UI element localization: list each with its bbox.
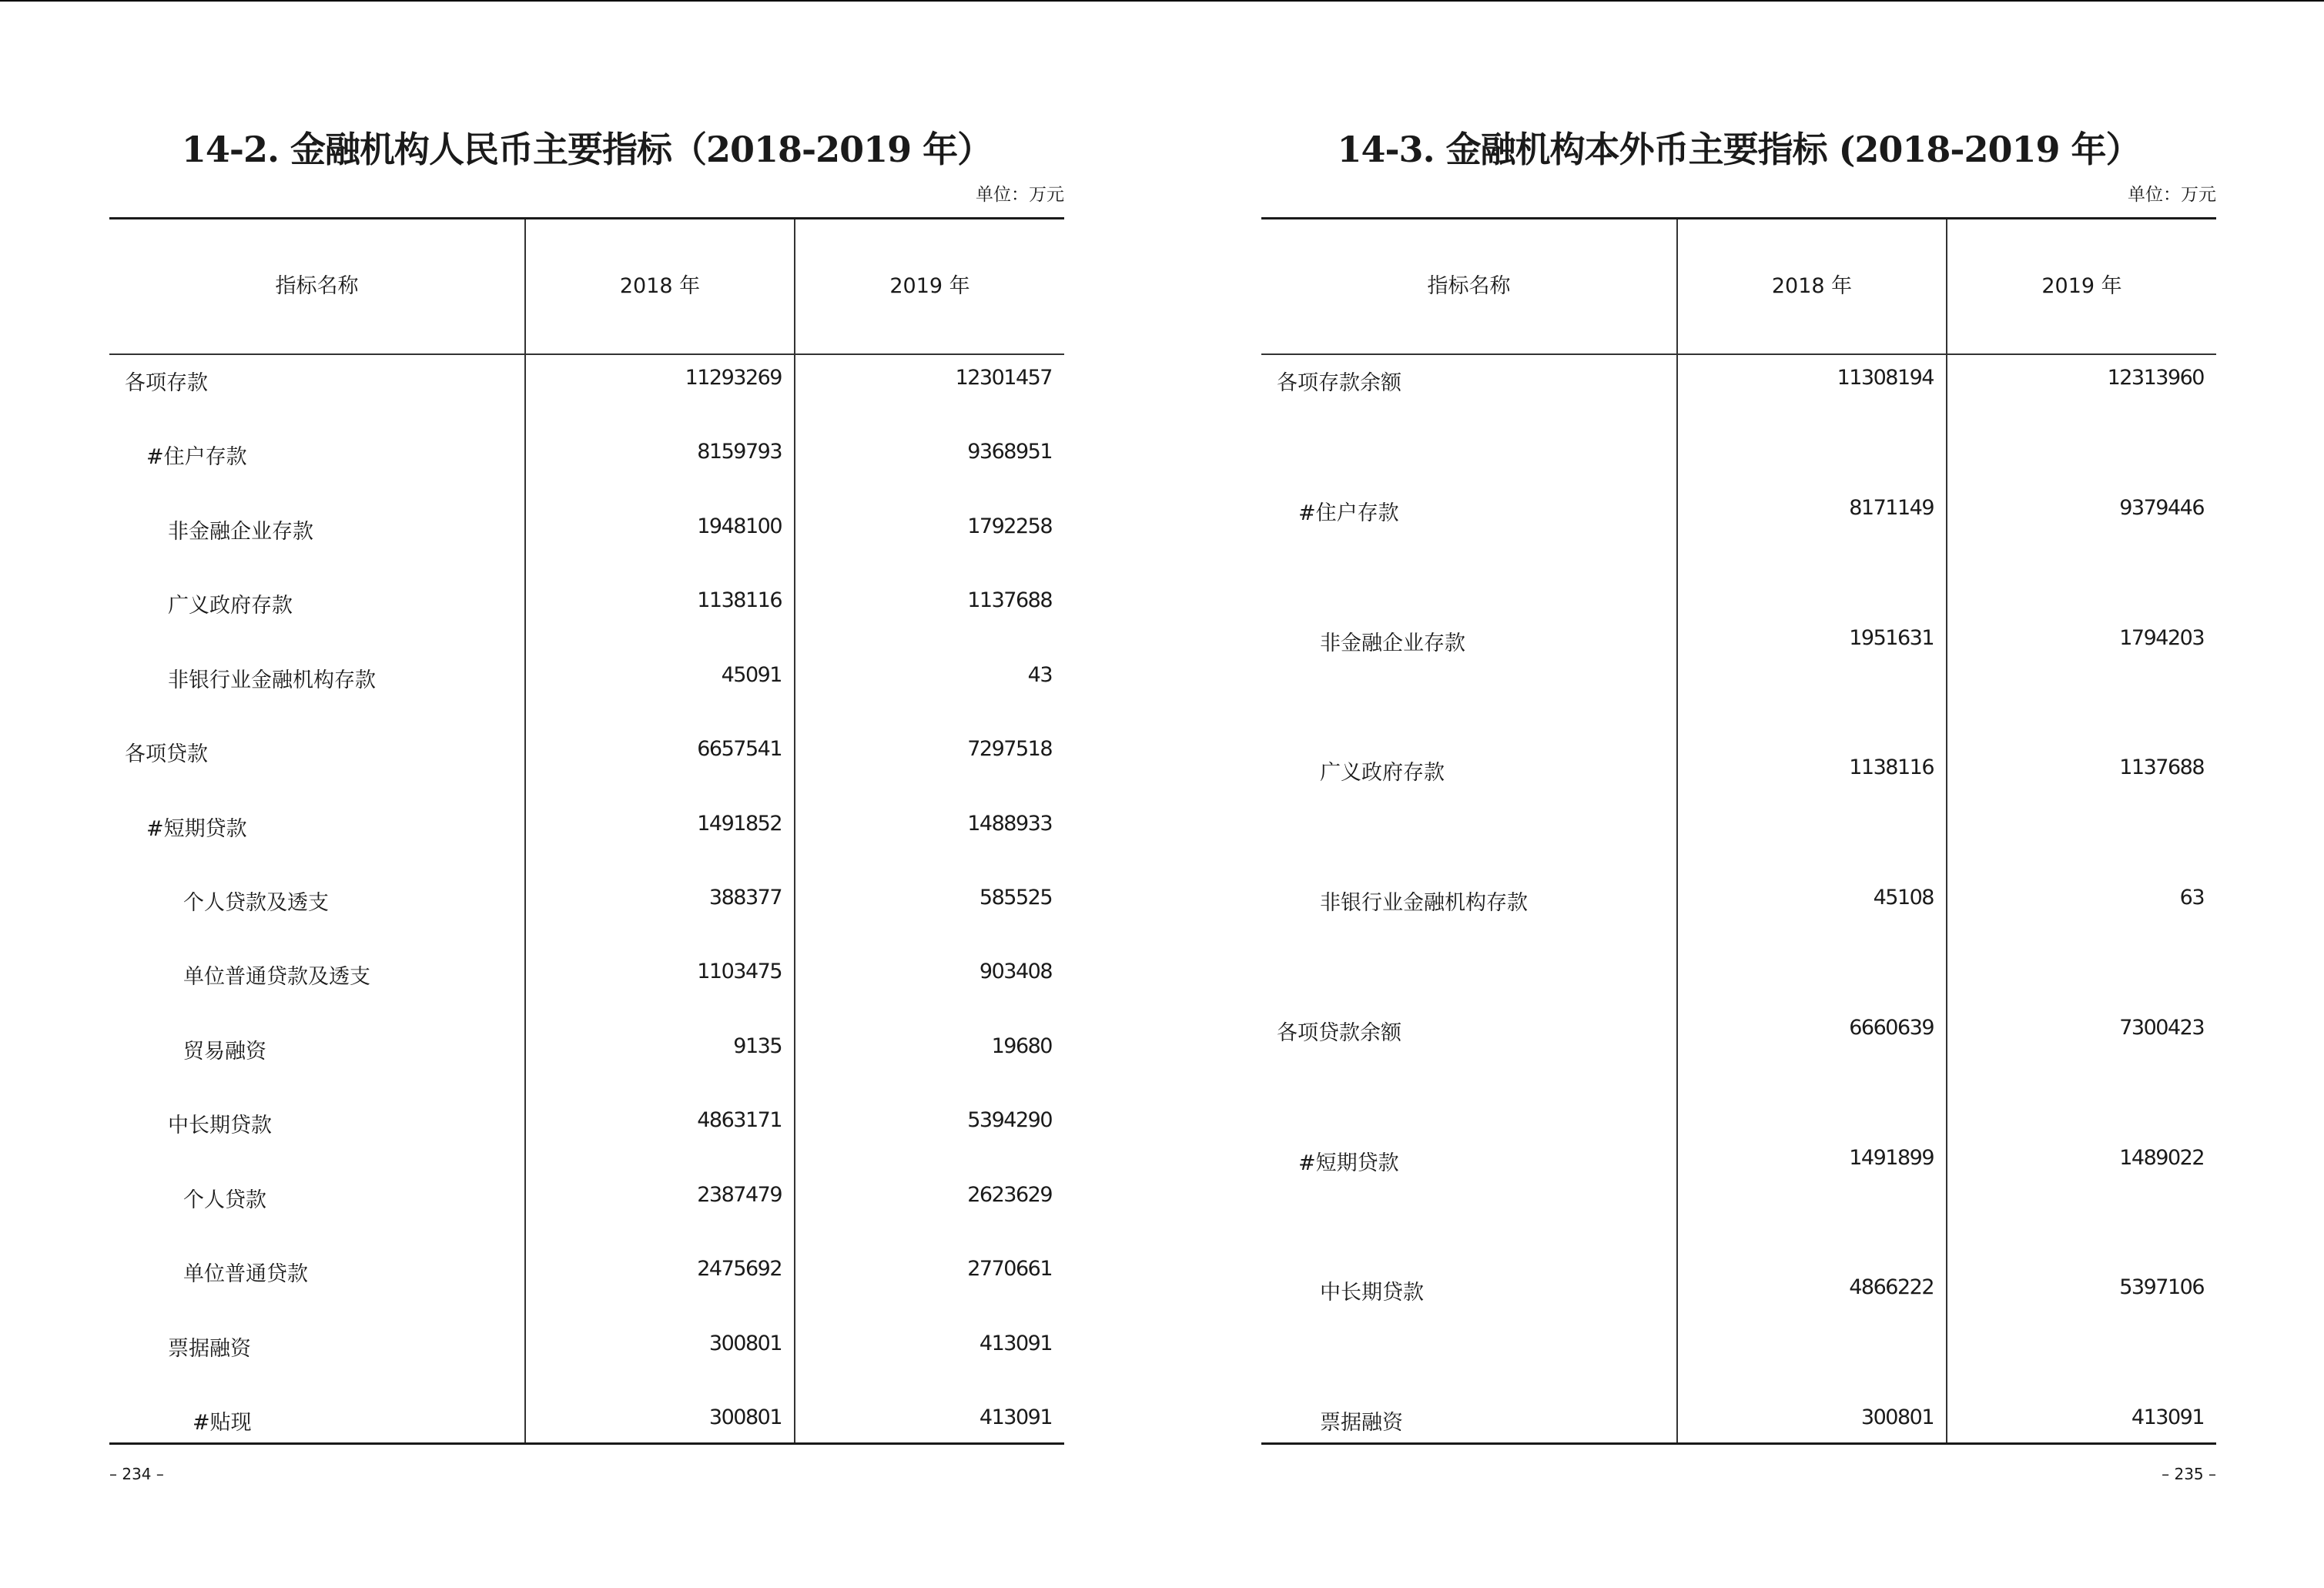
indicator-name: 各项存款余额 [1277,371,1401,395]
header-year-2019: 2019 年 [2041,274,2122,298]
table-title: 14-2. 金融机构人民币主要指标（2018-2019 年） [181,129,993,170]
value-2018: 2475692 [697,1257,782,1281]
table-row [1261,1405,2216,1436]
unit-label: 单位：万元 [2128,185,2216,205]
value-2019: 12313960 [2107,366,2204,390]
indicator-name: 个人贷款 [183,1188,266,1212]
indicator-name: 各项贷款 [125,742,208,767]
column-divider [1676,219,1678,1442]
value-2018: 6657541 [697,737,782,762]
value-2019: 19680 [991,1034,1052,1058]
value-2018: 8171149 [1849,495,1934,520]
value-2019: 43 [1027,662,1052,687]
indicator-name: 各项存款 [125,371,208,395]
value-2019: 1488933 [967,811,1052,836]
value-2018: 388377 [708,886,782,910]
indicator-name: 中长期贷款 [168,1114,272,1138]
value-2018: 1951631 [1849,625,1934,650]
value-2018: 9135 [733,1034,782,1058]
table-row [109,588,1064,619]
value-2019: 903408 [979,960,1052,984]
table-row [109,886,1064,916]
indicator-name: 单位普通贷款 [183,1262,308,1287]
value-2018: 1138116 [697,588,782,613]
indicator-name: 非金融企业存款 [1320,631,1465,655]
value-2019: 9368951 [967,440,1052,464]
value-2019: 413091 [2131,1405,2204,1429]
header-year-2019: 2019 年 [889,274,970,298]
indicator-name: #住户存款 [1298,501,1399,525]
value-2018: 1491899 [1849,1145,1934,1170]
value-2018: 1491852 [697,811,782,836]
indicator-name: #贴现 [193,1411,252,1436]
value-2018: 4863171 [697,1108,782,1133]
indicator-name: #住户存款 [146,445,247,470]
table-row [109,1108,1064,1139]
header-indicator-name: 指标名称 [275,274,359,298]
table-row [109,366,1064,397]
table-row [109,960,1064,990]
table-row [109,1183,1064,1214]
page-number: – 235 – [2162,1465,2216,1483]
table-row [1261,1016,2216,1047]
indicator-name: 各项贷款余额 [1277,1020,1401,1045]
value-2019: 7297518 [967,737,1052,762]
value-2019: 1489022 [2119,1145,2204,1170]
table-header [1261,219,2216,355]
indicator-name: #短期贷款 [146,816,247,841]
value-2019: 5397106 [2119,1275,2204,1300]
value-2018: 45108 [1873,886,1934,910]
value-2018: 300801 [708,1331,782,1355]
table-row [109,1034,1064,1065]
indicator-table [109,217,1064,1445]
value-2018: 300801 [708,1405,782,1430]
header-year-2018: 2018 年 [619,274,701,298]
table-row [1261,886,2216,916]
indicator-name: 非银行业金融机构存款 [1320,891,1528,915]
table-row [109,514,1064,545]
value-2018: 2387479 [697,1182,782,1207]
indicator-name: 票据融资 [1320,1411,1403,1435]
indicator-name: 非金融企业存款 [168,519,313,544]
value-2019: 1137688 [967,588,1052,613]
table-row [109,1405,1064,1436]
value-2019: 413091 [979,1405,1052,1430]
table-header [109,219,1064,355]
table-row [109,1257,1064,1288]
value-2019: 1794203 [2119,625,2204,650]
table-row [1261,366,2216,397]
header-year-2018: 2018 年 [1771,274,1853,298]
table-row [109,1332,1064,1362]
table-row [1261,1275,2216,1306]
indicator-name: #短期贷款 [1298,1151,1399,1175]
value-2018: 1138116 [1849,755,1934,780]
value-2018: 11293269 [685,366,782,390]
value-2019: 5394290 [967,1108,1052,1133]
left-page [109,0,1064,1588]
indicator-name: 中长期贷款 [1320,1281,1424,1305]
value-2019: 9379446 [2119,495,2204,520]
value-2018: 1948100 [697,514,782,538]
value-2019: 1137688 [2119,755,2204,780]
indicator-name: 票据融资 [168,1336,251,1361]
value-2019: 413091 [979,1331,1052,1355]
table-row [1261,626,2216,657]
table-row [1261,1146,2216,1177]
indicator-name: 贸易融资 [183,1039,266,1064]
value-2018: 1103475 [697,960,782,984]
value-2018: 300801 [1860,1405,1934,1429]
right-page [1261,0,2216,1588]
value-2019: 1792258 [967,514,1052,538]
header-indicator-name: 指标名称 [1427,274,1511,298]
value-2018: 4866222 [1849,1275,1934,1300]
value-2019: 12301457 [955,366,1052,390]
column-divider [1946,219,1947,1442]
indicator-name: 广义政府存款 [1320,761,1445,786]
value-2018: 8159793 [697,440,782,464]
table-row [109,663,1064,694]
table-row [109,737,1064,768]
value-2019: 2623629 [967,1182,1052,1207]
value-2019: 7300423 [2119,1015,2204,1040]
indicator-name: 单位普通贷款及透支 [183,965,370,990]
table-row [1261,496,2216,527]
table-row [109,440,1064,471]
table-row [1261,755,2216,786]
value-2018: 11308194 [1837,366,1934,390]
unit-label: 单位：万元 [976,185,1064,205]
value-2018: 6660639 [1849,1015,1934,1040]
indicator-name: 广义政府存款 [168,594,293,618]
indicator-table [1261,217,2216,1445]
value-2018: 45091 [721,662,782,687]
value-2019: 585525 [979,886,1052,910]
table-row [109,812,1064,843]
table-title: 14-3. 金融机构本外币主要指标 (2018-2019 年） [1337,129,2141,170]
value-2019: 63 [2179,886,2204,910]
indicator-name: 非银行业金融机构存款 [168,668,376,692]
indicator-name: 个人贷款及透支 [183,891,329,915]
value-2019: 2770661 [967,1257,1052,1281]
page-number: – 234 – [109,1465,164,1483]
